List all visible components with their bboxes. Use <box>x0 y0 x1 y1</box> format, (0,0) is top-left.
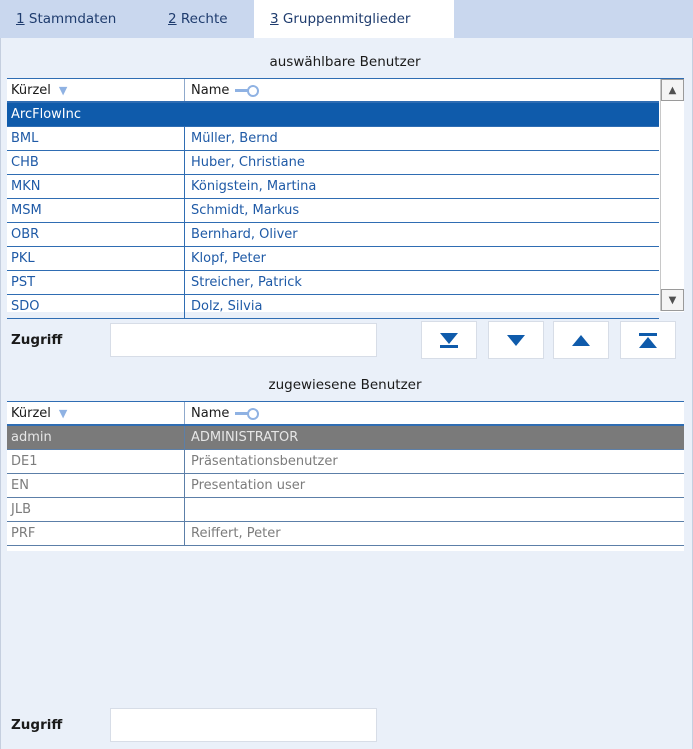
cell-kuerzel: BML <box>7 127 185 150</box>
tab-gruppenmitglieder[interactable] <box>254 0 454 38</box>
cell-name: Streicher, Patrick <box>191 275 302 290</box>
cell-name: Presentation user <box>191 478 306 493</box>
assigned-users-title: zugewiesene Benutzer <box>268 377 422 393</box>
tab-label: Stammdaten <box>24 11 117 27</box>
move-all-down-icon <box>440 333 458 348</box>
scroll-up-button[interactable] <box>661 79 684 101</box>
cell-name: Huber, Christiane <box>191 155 305 170</box>
cell-kuerzel: SDO <box>7 295 185 318</box>
cell-kuerzel: MSM <box>7 199 185 222</box>
cell-name <box>185 103 659 126</box>
move-up-button[interactable] <box>553 321 609 359</box>
tab-accel: 3 <box>270 11 279 27</box>
table-row[interactable] <box>7 271 659 295</box>
cell-name: Königstein, Martina <box>191 179 317 194</box>
cell-kuerzel: admin <box>7 426 185 449</box>
table-row[interactable] <box>7 151 659 175</box>
zugriff-input-assigned[interactable] <box>110 708 377 742</box>
cell-kuerzel: PST <box>7 271 185 294</box>
tab-bar <box>0 0 693 38</box>
tab-content-panel <box>0 38 693 749</box>
grid-header <box>7 79 659 103</box>
cell-kuerzel: CHB <box>7 151 185 174</box>
column-header-kuerzel[interactable] <box>7 79 185 101</box>
table-row[interactable] <box>7 522 684 546</box>
key-icon <box>235 85 257 95</box>
cell-name: Dolz, Silvia <box>191 299 263 314</box>
table-row[interactable] <box>7 426 684 450</box>
cell-kuerzel: JLB <box>7 498 185 521</box>
vertical-scrollbar[interactable] <box>660 79 684 311</box>
available-users-title: auswählbare Benutzer <box>269 54 421 70</box>
tab-accel: 2 <box>168 11 177 27</box>
table-row[interactable] <box>7 103 659 127</box>
column-header-name[interactable] <box>185 402 684 424</box>
column-label: Name <box>191 405 230 421</box>
move-all-down-button[interactable] <box>421 321 477 359</box>
cell-kuerzel: PKL <box>7 247 185 270</box>
table-row[interactable] <box>7 474 684 498</box>
table-row[interactable] <box>7 498 684 522</box>
assigned-users-grid <box>7 401 684 551</box>
cell-name: ADMINISTRATOR <box>191 430 299 445</box>
table-row[interactable] <box>7 223 659 247</box>
zugriff-label: Zugriff <box>11 332 63 348</box>
cell-kuerzel: PRF <box>7 522 185 545</box>
tab-rechte[interactable] <box>168 0 228 38</box>
tab-label: Rechte <box>176 11 228 27</box>
column-label: Name <box>191 82 230 98</box>
cell-name: Reiffert, Peter <box>191 526 281 541</box>
available-users-grid <box>7 78 684 312</box>
tab-label: Gruppenmitglieder <box>278 11 411 27</box>
cell-kuerzel: ArcFlowInc <box>7 103 185 126</box>
cell-kuerzel: EN <box>7 474 185 497</box>
move-all-up-icon <box>639 333 657 348</box>
key-icon <box>235 408 257 418</box>
column-label: Kürzel <box>11 82 51 98</box>
scroll-down-button[interactable] <box>661 289 684 311</box>
cell-kuerzel: OBR <box>7 223 185 246</box>
cell-kuerzel: DE1 <box>7 450 185 473</box>
zugriff-input-available[interactable] <box>110 323 377 357</box>
grid-header <box>7 402 684 426</box>
cell-name: Schmidt, Markus <box>191 203 300 218</box>
sort-descending-icon: ▼ <box>58 406 68 420</box>
move-down-button[interactable] <box>488 321 544 359</box>
table-row[interactable] <box>7 247 659 271</box>
sort-descending-icon: ▼ <box>58 83 68 97</box>
column-label: Kürzel <box>11 405 51 421</box>
available-users-list <box>7 103 659 314</box>
table-row[interactable] <box>7 450 684 474</box>
table-row[interactable] <box>7 295 659 319</box>
cell-kuerzel: MKN <box>7 175 185 198</box>
column-header-name[interactable] <box>185 79 659 101</box>
arrow-up-icon: ▲ <box>668 84 677 96</box>
zugriff-label: Zugriff <box>11 717 63 733</box>
cell-name: Präsentationsbenutzer <box>191 454 338 469</box>
tab-stammdaten[interactable] <box>16 0 116 38</box>
table-row[interactable] <box>7 127 659 151</box>
column-header-kuerzel[interactable] <box>7 402 185 424</box>
cell-name: Klopf, Peter <box>191 251 266 266</box>
table-row[interactable] <box>7 199 659 223</box>
move-up-icon <box>572 335 590 346</box>
tab-accel: 1 <box>16 11 25 27</box>
move-all-up-button[interactable] <box>620 321 676 359</box>
cell-name <box>185 498 684 521</box>
move-down-icon <box>507 335 525 346</box>
cell-name: Bernhard, Oliver <box>191 227 298 242</box>
cell-name: Müller, Bernd <box>191 131 278 146</box>
table-row[interactable] <box>7 175 659 199</box>
arrow-down-icon: ▼ <box>668 294 677 306</box>
